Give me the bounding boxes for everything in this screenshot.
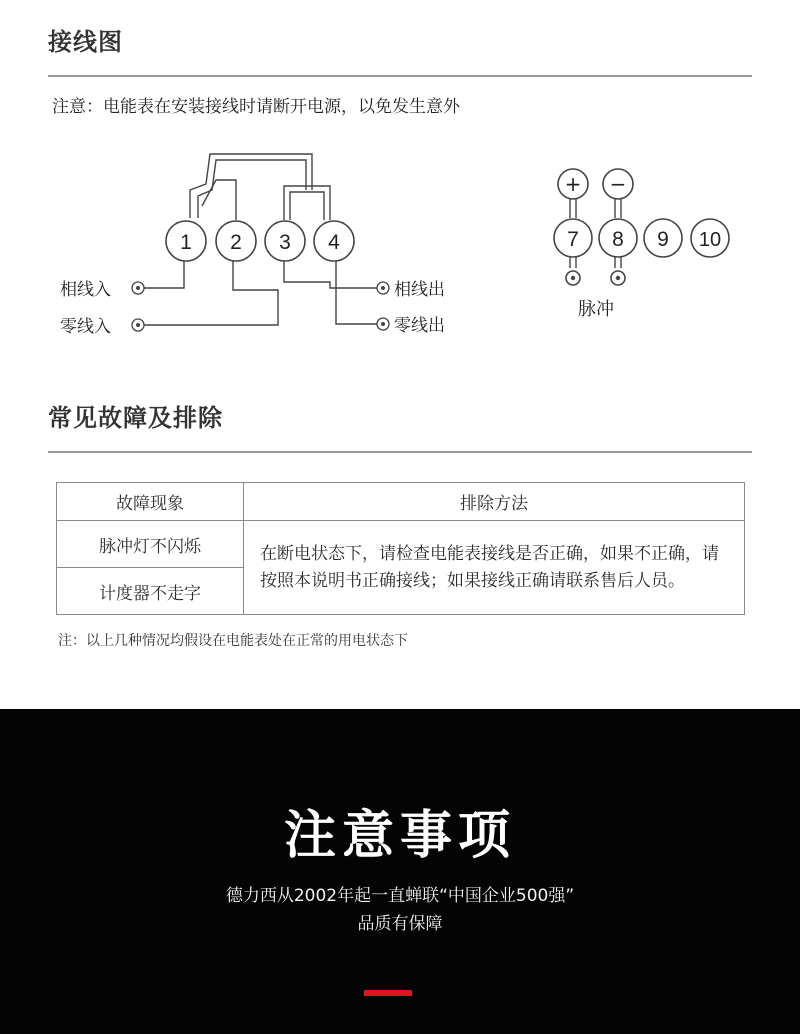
phase-in-label: 相线入 bbox=[60, 280, 111, 300]
table-row bbox=[57, 521, 745, 568]
pulse-terminal-7-label: 7 bbox=[567, 228, 579, 251]
pulse-label: 脉冲 bbox=[578, 299, 614, 320]
phase-out-label: 相线出 bbox=[394, 280, 445, 300]
banner-text-line-2: 品质有保障 bbox=[357, 914, 443, 934]
banner-text-line-1: 德力西从2002年起一直蝉联“中国企业500强” bbox=[225, 886, 575, 906]
neutral-out-label: 零线出 bbox=[394, 316, 445, 336]
pulse-terminal-8-label: 8 bbox=[612, 228, 624, 251]
header-symptom: 故障现象 bbox=[57, 483, 244, 521]
neutral-in-label: 零线入 bbox=[60, 317, 111, 337]
banner-title: 注意事项 bbox=[283, 806, 516, 866]
banner-accent-bar bbox=[364, 990, 412, 996]
remedy-cell: 在断电状态下，请检查电能表接线是否正确，如果不正确，请按照本说明书正确接线；如果接线正确请联系售后人员。 bbox=[244, 521, 745, 615]
terminal-2-label: 2 bbox=[230, 231, 242, 254]
terminal-4-label: 4 bbox=[328, 231, 340, 254]
troubleshooting-divider bbox=[48, 451, 752, 453]
troubleshooting-section-title: 常见故障及排除 bbox=[48, 404, 223, 432]
notice-banner bbox=[0, 709, 800, 1034]
header-remedy: 排除方法 bbox=[244, 483, 745, 521]
symptom-cell: 计度器不走字 bbox=[57, 568, 244, 615]
symptom-cell: 脉冲灯不闪烁 bbox=[57, 521, 244, 568]
pulse-terminal-10-label: 10 bbox=[698, 229, 722, 251]
pulse-plus-symbol: + bbox=[564, 172, 582, 196]
fault-table-header-row bbox=[57, 483, 745, 521]
terminal-3-label: 3 bbox=[279, 231, 291, 254]
wiring-diagram bbox=[40, 140, 500, 360]
table-footnote: 注：以上几种情况均假设在电能表处在正常的用电状态下 bbox=[58, 633, 408, 649]
pulse-terminal-9-label: 9 bbox=[657, 228, 669, 251]
safety-notice: 注意：电能表在安装接线时请断开电源，以免发生意外 bbox=[52, 97, 460, 117]
wiring-divider bbox=[48, 75, 752, 77]
pulse-terminal-diagram bbox=[545, 158, 745, 328]
terminal-1-label: 1 bbox=[180, 231, 192, 254]
fault-table bbox=[56, 482, 745, 615]
wiring-terminals bbox=[166, 221, 354, 261]
wiring-section-title: 接线图 bbox=[48, 28, 123, 56]
pulse-minus-symbol: − bbox=[609, 172, 627, 196]
